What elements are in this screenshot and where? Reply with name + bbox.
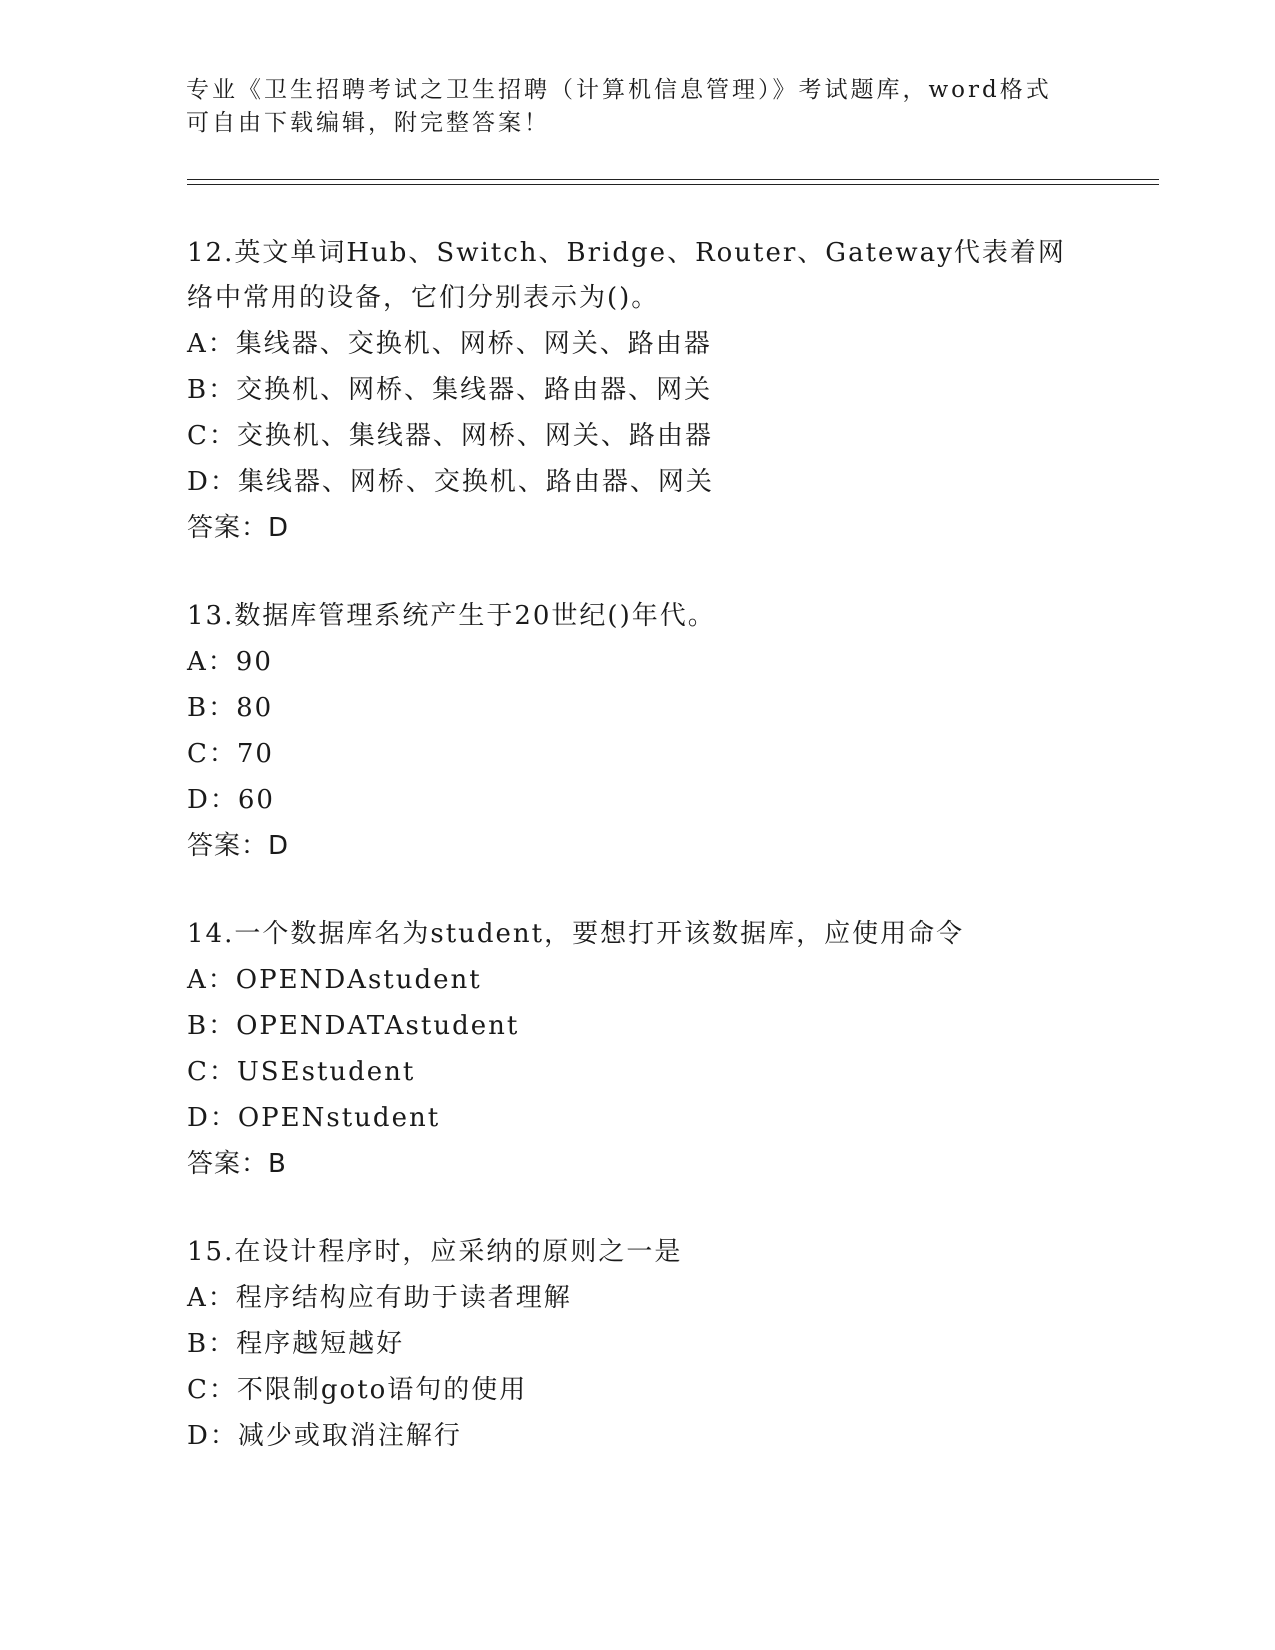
option-b: B：80 <box>187 693 274 723</box>
option-c: C：不限制goto语句的使用 <box>187 1375 528 1405</box>
question-15 <box>187 1230 1087 1459</box>
option-b: B：OPENDATAstudent <box>187 1011 520 1041</box>
option-c: C：USEstudent <box>187 1057 416 1087</box>
option-d: D：集线器、网桥、交换机、路由器、网关 <box>187 467 714 497</box>
document-header: 专业《卫生招聘考试之卫生招聘（计算机信息管理）》考试题库，word格式可自由下载编辑，附完整答案！ <box>186 77 1052 136</box>
header-rule-top <box>187 179 1159 180</box>
header-rule-bottom <box>187 184 1159 185</box>
option-a: A：OPENDAstudent <box>187 965 482 995</box>
option-a: A：程序结构应有助于读者理解 <box>187 1283 572 1313</box>
question-text: 13.数据库管理系统产生于20世纪()年代。 <box>187 601 716 631</box>
answer: 答案：D <box>187 513 290 543</box>
answer: 答案：D <box>187 831 290 861</box>
option-c: C：70 <box>187 739 274 769</box>
option-a: A：90 <box>187 647 273 677</box>
question-text: 12.英文单词Hub、Switch、Bridge、Router、Gateway代表着网络中常用的设备，它们分别表示为()。 <box>187 238 1066 313</box>
option-d: D：OPENstudent <box>187 1103 441 1133</box>
option-d: D：60 <box>187 785 275 815</box>
option-a: A：集线器、交换机、网桥、网关、路由器 <box>187 329 712 359</box>
option-c: C：交换机、集线器、网桥、网关、路由器 <box>187 421 713 451</box>
answer: 答案：B <box>187 1149 287 1179</box>
question-text: 15.在设计程序时，应采纳的原则之一是 <box>187 1237 683 1267</box>
question-13 <box>187 594 1087 869</box>
question-text: 14.一个数据库名为student，要想打开该数据库，应使用命令 <box>187 919 965 949</box>
option-d: D：减少或取消注解行 <box>187 1421 462 1451</box>
option-b: B：程序越短越好 <box>187 1329 405 1359</box>
option-b: B：交换机、网桥、集线器、路由器、网关 <box>187 375 713 405</box>
question-14 <box>187 912 1087 1187</box>
question-12 <box>187 231 1087 551</box>
